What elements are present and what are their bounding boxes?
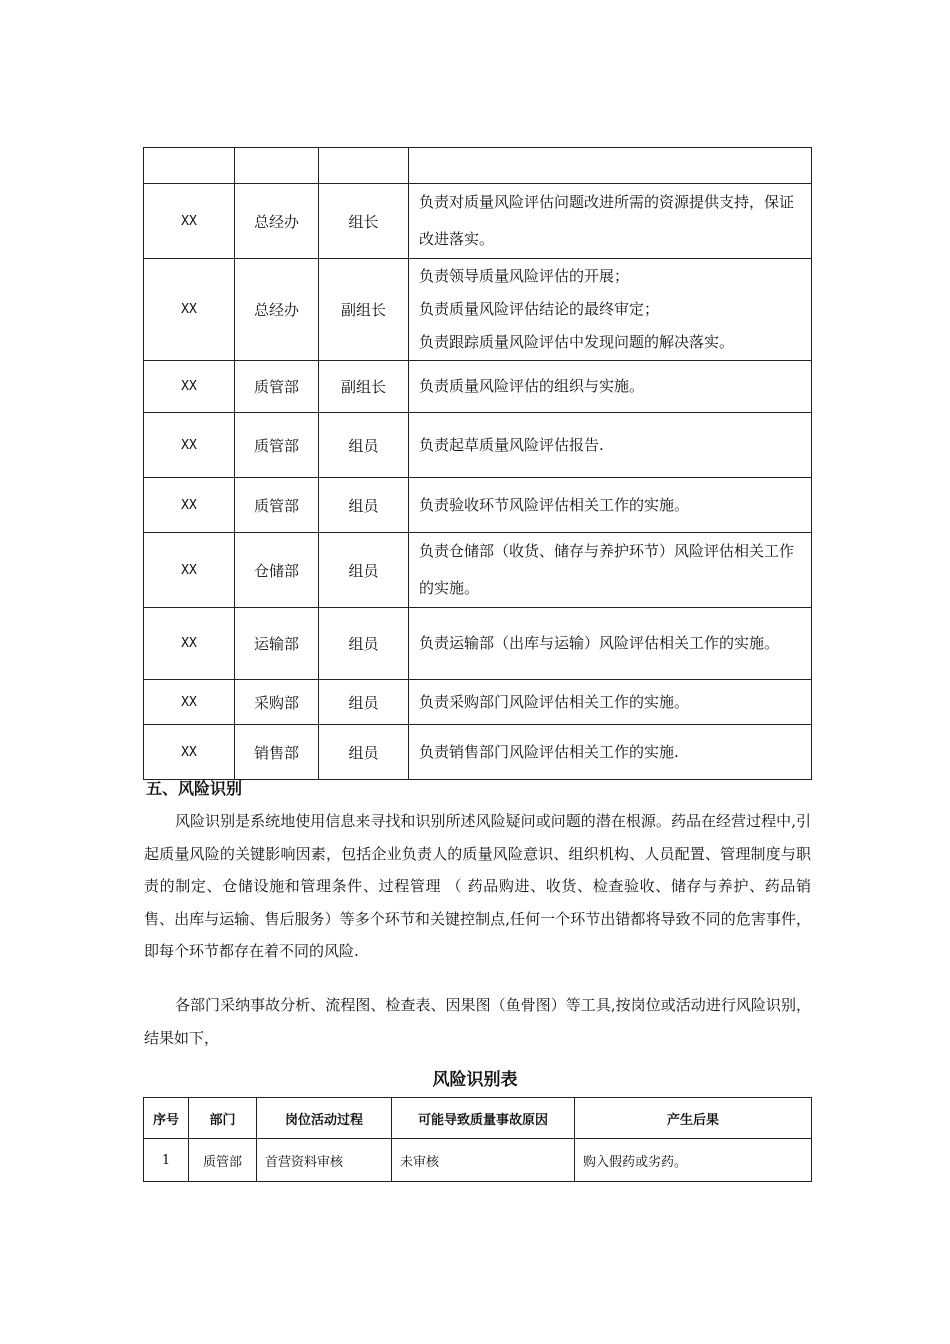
row-activity: 首营资料审核 (257, 1139, 392, 1182)
member-dept (235, 148, 319, 184)
team-table (143, 147, 812, 780)
member-name: XX (144, 725, 235, 780)
table-row (144, 413, 812, 478)
member-duty: 负责运输部（出库与运输）风险评估相关工作的实施。 (409, 608, 812, 680)
member-name: XX (144, 478, 235, 533)
table-row (144, 533, 812, 608)
member-role: 副组长 (319, 361, 409, 413)
row-dept: 质管部 (189, 1139, 257, 1182)
table-row (144, 608, 812, 680)
member-dept: 质管部 (235, 413, 319, 478)
row-cause: 未审核 (392, 1139, 575, 1182)
row-consequence: 购入假药或劣药。 (575, 1139, 812, 1182)
member-role: 组员 (319, 608, 409, 680)
member-duty: 负责起草质量风险评估报告. (409, 413, 812, 478)
member-name: XX (144, 533, 235, 608)
table-row (144, 361, 812, 413)
duty-line: 负责跟踪质量风险评估中发现问题的解决落实。 (419, 333, 735, 351)
member-role: 组员 (319, 725, 409, 780)
risk-table-title: 风险识别表 (432, 1070, 518, 1090)
member-duty: 负责质量风险评估的组织与实施。 (409, 361, 812, 413)
paragraph-methods: 各部门采纳事故分析、流程图、检查表、因果图（鱼骨图）等工具,按岗位或活动进行风险识别，结果如下， (144, 996, 811, 1047)
member-role: 组员 (319, 680, 409, 725)
member-name: XX (144, 259, 235, 361)
member-dept: 质管部 (235, 478, 319, 533)
column-header: 序号 (144, 1098, 189, 1139)
member-role: 组员 (319, 533, 409, 608)
duty-line: 负责质量风险评估结论的最终审定； (419, 300, 660, 318)
column-header: 产生后果 (575, 1098, 812, 1139)
member-role: 组长 (319, 184, 409, 259)
member-duty (409, 259, 812, 361)
member-role: 副组长 (319, 259, 409, 361)
member-role: 组员 (319, 413, 409, 478)
member-duty: 负责采购部门风险评估相关工作的实施。 (409, 680, 812, 725)
column-header: 可能导致质量事故原因 (392, 1098, 575, 1139)
table-header-row (144, 1098, 812, 1139)
paragraph-risk-identification: 风险识别是系统地使用信息来寻找和识别所述风险疑问或问题的潜在根源。药品在经营过程中,引起质量风险的关键影响因素，包括企业负责人的质量风险意识、组织机构、人员配置、管理制度与职责的制定、仓储设施和管理条件、过程管理 （ 药品购进、收货、检查验收、储存与养护、药品销售、出库与运输、售后服务）等多个环节和关键控制点,任何一个环节出错都将导致不同的危害事件，即每个环节都存在着不同的风险. (144, 812, 811, 960)
table-row (144, 148, 812, 184)
table-row (144, 259, 812, 361)
table-row (144, 184, 812, 259)
member-dept: 质管部 (235, 361, 319, 413)
member-dept: 销售部 (235, 725, 319, 780)
member-name: XX (144, 608, 235, 680)
duty-line: 负责领导质量风险评估的开展； (419, 267, 630, 285)
column-header: 岗位活动过程 (257, 1098, 392, 1139)
member-dept: 采购部 (235, 680, 319, 725)
member-name: XX (144, 413, 235, 478)
member-role (319, 148, 409, 184)
member-duty: 负责对质量风险评估问题改进所需的资源提供支持，保证改进落实。 (409, 184, 812, 259)
member-duty: 负责验收环节风险评估相关工作的实施。 (409, 478, 812, 533)
member-dept: 运输部 (235, 608, 319, 680)
member-role: 组员 (319, 478, 409, 533)
member-name: XX (144, 184, 235, 259)
member-dept: 仓储部 (235, 533, 319, 608)
section-heading: 五、风险识别 (146, 779, 243, 798)
table-row (144, 725, 812, 780)
member-dept: 总经办 (235, 259, 319, 361)
member-duty: 负责销售部门风险评估相关工作的实施. (409, 725, 812, 780)
row-index: 1 (144, 1139, 189, 1182)
member-name: XX (144, 680, 235, 725)
table-row (144, 1139, 812, 1182)
risk-table (143, 1097, 812, 1182)
column-header: 部门 (189, 1098, 257, 1139)
member-duty: 负责仓储部（收货、储存与养护环节）风险评估相关工作的实施。 (409, 533, 812, 608)
member-dept: 总经办 (235, 184, 319, 259)
member-name: XX (144, 361, 235, 413)
member-name (144, 148, 235, 184)
table-row (144, 478, 812, 533)
member-duty (409, 148, 812, 184)
table-row (144, 680, 812, 725)
